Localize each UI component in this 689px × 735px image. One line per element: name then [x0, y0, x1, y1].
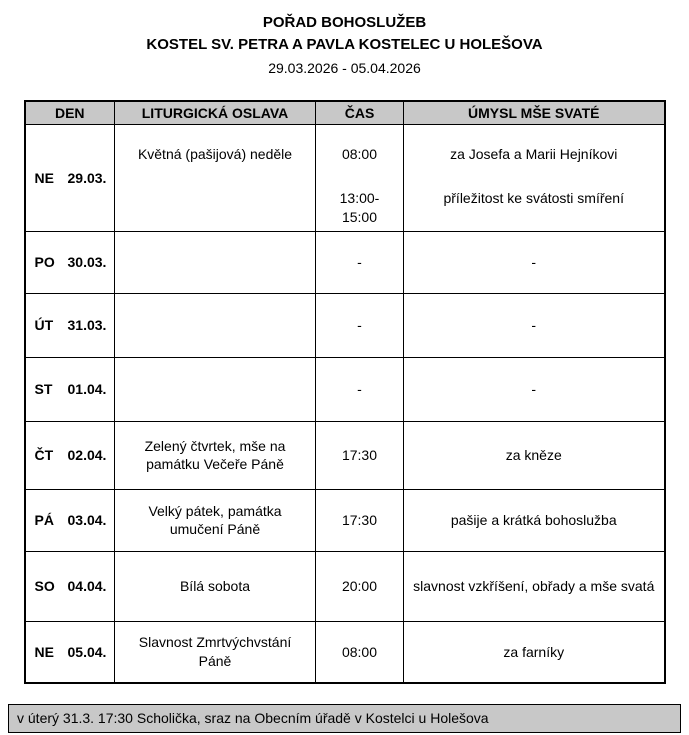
day-cell — [25, 421, 115, 489]
day-cell — [25, 357, 115, 421]
day-abbr: ST — [34, 381, 53, 398]
celebration-cell: Velký pátek, památka umučení Páně — [115, 489, 316, 551]
time-cell: - — [316, 231, 404, 293]
day-date: 29.03. — [67, 170, 107, 187]
celebration-cell: Bílá sobota — [115, 551, 316, 621]
table-row — [25, 293, 665, 357]
column-header-umysl: ÚMYSL MŠE SVATÉ — [404, 101, 665, 125]
day-abbr: PO — [34, 254, 55, 271]
day-cell — [25, 231, 115, 293]
day-abbr: NE — [34, 644, 54, 661]
intention-cell: - — [404, 357, 665, 421]
church-name: KOSTEL SV. PETRA A PAVLA KOSTELEC U HOLEŠOVA — [146, 35, 543, 53]
document-title: POŘAD BOHOSLUŽEB — [262, 14, 427, 31]
celebration-cell — [115, 231, 316, 293]
celebration-cell: Květná (pašijová) neděle — [115, 125, 316, 232]
table-row — [25, 621, 665, 683]
intention-cell: slavnost vzkříšení, obřady a mše svatá — [404, 551, 665, 621]
intention-cell: pašije a krátká bohoslužba — [404, 489, 665, 551]
day-date: 04.04. — [67, 578, 107, 595]
time-cell: 17:30 — [316, 421, 404, 489]
time-cell — [316, 125, 404, 232]
time-cell: - — [316, 357, 404, 421]
celebration-cell — [115, 293, 316, 357]
day-date: 02.04. — [67, 447, 107, 464]
footer-note-text: v úterý 31.3. 17:30 Scholička, sraz na Obecním úřadě v Kostelci u Holešova — [17, 710, 489, 727]
day-cell — [25, 125, 115, 232]
time-cell: - — [316, 293, 404, 357]
time-entry: 13:00-15:00 — [339, 190, 380, 226]
table-row — [25, 125, 665, 232]
table-row — [25, 231, 665, 293]
table-row — [25, 489, 665, 551]
day-date: 05.04. — [67, 644, 107, 661]
day-date: 03.04. — [67, 512, 107, 529]
day-abbr: PÁ — [34, 512, 54, 529]
celebration-cell: Slavnost Zmrtvýchvstání Páně — [115, 621, 316, 683]
column-header-cas: ČAS — [316, 101, 404, 125]
intention-cell: - — [404, 293, 665, 357]
day-date: 01.04. — [67, 381, 107, 398]
day-date: 31.03. — [67, 317, 107, 334]
table-header-row — [25, 101, 665, 125]
intention-cell: za kněze — [404, 421, 665, 489]
table-row — [25, 357, 665, 421]
intention-cell: - — [404, 231, 665, 293]
time-cell: 20:00 — [316, 551, 404, 621]
table-row — [25, 421, 665, 489]
column-header-den: DEN — [25, 101, 115, 125]
day-cell — [25, 551, 115, 621]
day-cell — [25, 621, 115, 683]
day-cell — [25, 489, 115, 551]
footer-note — [8, 704, 681, 732]
time-entry: 08:00 — [341, 146, 378, 163]
document-header — [0, 12, 689, 78]
intention-cell: za farníky — [404, 621, 665, 683]
column-header-oslava: LITURGICKÁ OSLAVA — [115, 101, 316, 125]
day-abbr: ČT — [34, 447, 54, 464]
date-range: 29.03.2026 - 05.04.2026 — [268, 59, 421, 76]
celebration-cell: Zelený čtvrtek, mše na památku Večeře Páně — [115, 421, 316, 489]
table-row — [25, 551, 665, 621]
day-cell — [25, 293, 115, 357]
time-cell: 08:00 — [316, 621, 404, 683]
intention-entry: za Josefa a Marii Hejníkovi — [450, 146, 618, 163]
schedule-table — [24, 100, 666, 685]
time-cell: 17:30 — [316, 489, 404, 551]
celebration-cell — [115, 357, 316, 421]
day-abbr: NE — [34, 170, 54, 187]
day-abbr: ÚT — [34, 317, 54, 334]
intention-cell — [404, 125, 665, 232]
day-date: 30.03. — [67, 254, 107, 271]
intention-entry: příležitost ke svátosti smíření — [443, 190, 624, 207]
day-abbr: SO — [34, 578, 55, 595]
